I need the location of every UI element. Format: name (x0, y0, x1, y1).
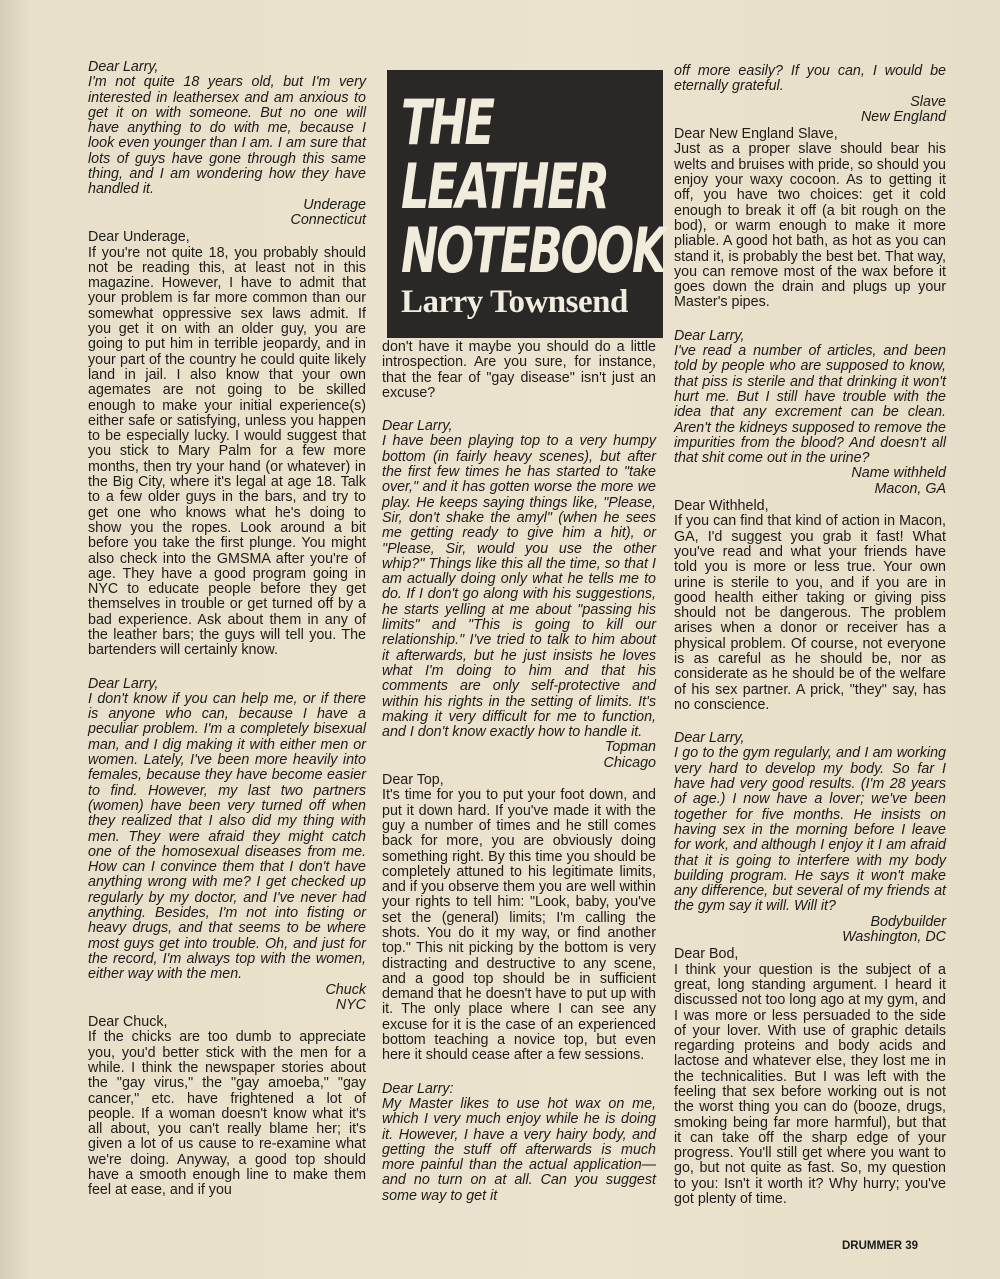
signature-place: Washington, DC (842, 929, 946, 946)
signature-name: Topman (604, 739, 656, 756)
letter-salutation: Dear Larry, (88, 675, 159, 692)
title-line-3: NOTEBOOK (401, 214, 665, 287)
signature-place: NYC (335, 996, 366, 1013)
letter-chuck (88, 677, 366, 1199)
reply-body: If you can find that kind of action in Macon, GA, I'd suggest you grab it fast! What you've read and what your friends have told you is more or less true. Your own urine is sterile to you, and if you are in good health either taking or giving piss should not be dangerous. The problem arises when a donor or receiver has a physical problem. Of course, not everyone is as careful as he should be, nor as considerate as he should be of the welfare of his sex partner. A prick, "they" say, has no conscience. (674, 513, 946, 713)
column-left (88, 60, 366, 1199)
letter-slave-continued (674, 64, 946, 311)
signature-place: New England (860, 108, 946, 125)
letter-signature (674, 95, 946, 126)
letter-signature (88, 198, 366, 229)
letter-salutation: Dear Larry, (88, 59, 159, 75)
signature-name: Slave (910, 93, 946, 110)
author-byline: Larry Townsend (401, 284, 628, 320)
letter-bodybuilder (674, 731, 946, 1207)
letter-body: I'm not quite 18 years old, but I'm very interested in leathersex and am anxious to get it on with someone. But no one will have anything to do with me, because I look even younger than I am. I am sure that lots of guys have gone through this same thing, and I am wondering how they have handled it. (88, 74, 366, 198)
title-line-2: LEATHER (401, 150, 608, 223)
reply-salutation: Dear Bod, (674, 946, 739, 963)
column-middle (382, 340, 656, 1204)
reply-body: If the chicks are too dumb to appreciate you, you'd better stick with the men for a while. I think the newspaper stories about the "gay virus," the "gay amoeba," "gay cancer," etc. have frightened a lot of people. If a woman doesn't know what it's all about, you can't really blame her; it's given a lot of us cause to re-examine what we're doing. Anyway, a good top should have a smooth enough line to make them feel at ease, and if you (88, 1029, 366, 1199)
page-folio: DRUMMER 39 (842, 1240, 919, 1252)
letter-body: I have been playing top to a very humpy bottom (in fairly heavy scenes), but after the first few times he has started to "take over," and it has gotten worse the more we play. He keeps saying things like, "Please, Sir, don't shake the amyl" (when he sees me getting ready to give him a hit), or "Please, Sir, would you use the other whip?" Things like this all the time, so that I am actually doing only what he tells me to do. If I don't go along with his suggestions, he starts yelling at me about "passing his limits" and "This is going to kill our relationship." I've tried to talk to him about it afterwards, but he just insists he loves what I'm doing to him and that his comments are only self-protective and within his rights in the setting of limits. It's making it very difficult for me to function, and I don't know exactly how to handle it. (382, 433, 656, 741)
column-title-box (387, 70, 663, 338)
letter-slave (382, 1082, 656, 1204)
letter-salutation: Dear Larry, (674, 730, 745, 747)
reply-body: If you're not quite 18, you probably should not be reading this, at least not in this magazine. However, I have to admit that your problem is far more common than our somewhat oppressive sex laws admit. If you get it on with an older guy, you are going to put him in terrible jeopardy, and in your part of the country he could quite likely land in jail. I also know that your own agemates are not going to be skilled enough to make your initial experience(s) either safe or satisfying, unless you happen to be especially lucky. I would suggest that you stick to Mary Palm for a few more months, then try your hand (or whatever) in the Big City, where it's legal at age 18. Talk to a few older guys in the bars, and try to get one who knows what he's doing to show you the ropes. Look around a bit before you take the first plunge. You might also check into the GMSMA after you're of age. They have a good program going in NYC to educate people before they get themselves in trouble or get turned off by a bad experience. Ask about them in any of the leather bars; the guys will tell you. The bartenders will certainly know. (88, 244, 366, 659)
letter-topman (382, 419, 656, 1063)
signature-place: Connecticut (290, 211, 366, 228)
letter-body: I've read a number of articles, and been told by people who are supposed to know, that piss is sterile and that drinking it won't hurt me. But I still have trouble with the idea that any excrement can be clean. Aren't the kidneys supposed to remove the impurities from the blood? And doesn't all that shit come out in the urine? (674, 343, 946, 467)
letter-underage (88, 60, 366, 659)
signature-place: Chicago (603, 754, 656, 771)
letter-signature (88, 983, 366, 1014)
reply-body: don't have it maybe you should do a little introspection. Are you sure, for instance, that the fear of "gay disease" isn't just an excuse? (382, 339, 656, 401)
letter-body: I go to the gym regularly, and I am working very hard to develop my body. So far I have had very good results. (I'm 28 years of age.) I now have a lover; we've been together for five months. He insists on having sex in the morning before I leave for work, and although I enjoy it I am afraid that it is going to interfere with my body building program. He says it won't make any difference, but several of my friends at the gym say it will. Will it? (674, 745, 946, 915)
reply-chuck-continued (382, 340, 656, 401)
letter-body: I don't know if you can help me, or if there is anyone who can, because I have a peculiar problem. I'm a completely bisexual man, and I dig making it with either men or women. Lately, I've been more heavily into females, because they have become easier to find. However, my last two partners (women) have been very turned off when they realized that I also did my thing with men. They were afraid they might catch one of the homosexual diseases from me. How can I convince them that I don't have anything wrong with me? I get checked up regularly by my doctor, and I've never had anything. Besides, I'm not into fisting or heavy drugs, and that seems to be where most guys get into trouble. Oh, and just for the record, I'm always top with the women, either way with the men. (88, 690, 366, 983)
reply-salutation: Dear Underage, (88, 229, 190, 246)
reply-body: I think your question is the subject of a great, long standing argument. I heard it discussed not too long ago at my gym, and I was more or less persuaded to the side of your lover. With use of graphic details regarding proteins and body acids and lactose and whatever else, they lost me in the technicalities. But I was left with the feeling that sex before working out is not the worst thing you can do (booze, drugs, smoking being far more harmful), but that it can take off the sharp edge of your progress. You'll still get where you want to go, but not quite as fast. So, my question to you: Isn't it worth it? Why hurry; you've got plenty of time. (674, 961, 946, 1208)
letter-withheld (674, 329, 946, 713)
letter-signature (674, 466, 946, 497)
column-right (674, 64, 946, 1207)
reply-salutation: Dear New England Slave, (674, 126, 838, 143)
reply-body: Just as a proper slave should bear his welts and bruises with pride, so should you enjoy your waxy cocoon. As to getting it off, you have two choices: get it cold enough to break it off (a bit rough on the bod), or warm enough to make it more pliable. A good hot bath, as hot as you can stand it, is probably the best bet. That way, you can remove most of the wax before it goes down the drain and plugs up your Master's pipes. (674, 141, 946, 311)
letter-salutation: Dear Larry, (382, 418, 453, 435)
reply-salutation: Dear Chuck, (88, 1014, 168, 1031)
letter-salutation: Dear Larry: (382, 1080, 454, 1097)
title-line-1: THE (401, 86, 493, 159)
signature-place: Macon, GA (874, 480, 946, 497)
reply-body: It's time for you to put your foot down, and put it down hard. If you've made it with the guy a number of times and he still comes back for more, you are obviously doing something right. By this time you should be completely attuned to his legitimate limits, and if you observe them you are well within your rights to tell him: "Look, baby, you've set the (general) limits; I'm calling the shots. You do it my way, or find another top." This nit picking by the bottom is very distracting and destructive to any scene, and a good top should be in sufficient demand that he doesn't have to put up with it. The only place where I can see any excuse for it is the case of an experienced bottom teaching a novice top, but even here it should cease after a few sessions. (382, 787, 656, 1064)
signature-name: Underage (303, 196, 366, 213)
letter-body: off more easily? If you can, I would be eternally grateful. (674, 63, 946, 95)
signature-name: Name withheld (851, 465, 946, 482)
reply-salutation: Dear Withheld, (674, 498, 769, 515)
letter-body: My Master likes to use hot wax on me, which I very much enjoy while he is doing it. However, I have a very hairy body, and getting the stuff off afterwards is much more painful than the actual application— and no turn on at all. Can you suggest some way to get it (382, 1095, 656, 1204)
signature-name: Bodybuilder (870, 913, 946, 930)
letter-signature (382, 740, 656, 771)
letter-salutation: Dear Larry, (674, 327, 745, 344)
letter-signature (674, 915, 946, 946)
reply-salutation: Dear Top, (382, 772, 444, 789)
signature-name: Chuck (325, 981, 366, 998)
